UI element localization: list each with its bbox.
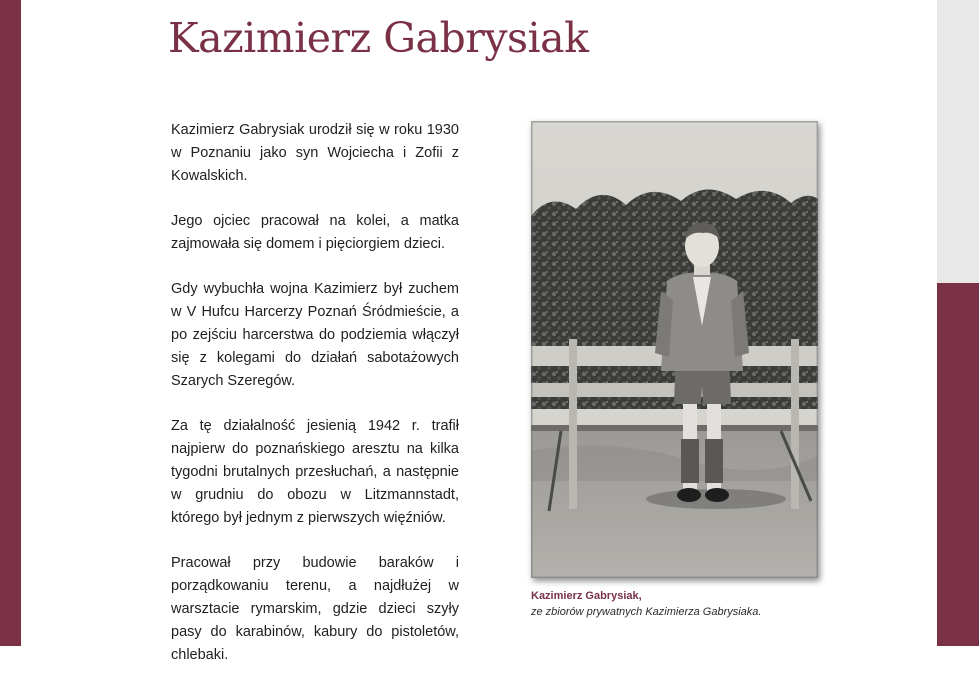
paragraph-5: Pracował przy budowie baraków i porządkowaniu terenu, a najdłużej w warsztacie rymarskim, gdzie dzieci szyły pasy do karabinów, kabury do pistoletów, chlebaki.	[171, 555, 459, 663]
page-title: Kazimierz Gabrysiak	[168, 14, 589, 62]
right-accent-bar	[937, 283, 979, 646]
left-accent-bar	[0, 0, 21, 646]
caption-source: ze zbiorów prywatnych Kazimierza Gabrysiaka.	[531, 606, 762, 618]
photo-caption	[531, 588, 831, 620]
right-gray-panel	[937, 0, 979, 283]
paragraph-2: Jego ojciec pracował na kolei, a matka zajmowała się domem i pięciorgiem dzieci.	[171, 213, 459, 252]
photo-illustration	[531, 121, 818, 578]
biography-text	[171, 119, 459, 689]
paragraph-1: Kazimierz Gabrysiak urodził się w roku 1930 w Poznaniu jako syn Wojciecha i Zofii z Kowalskich.	[171, 122, 459, 184]
caption-name: Kazimierz Gabrysiak,	[531, 590, 642, 602]
paragraph-3: Gdy wybuchła wojna Kazimierz był zuchem w V Hufcu Harcerzy Poznań Śródmieście, a po zejściu harcerstwa do podziemia włączył się z kolegami do działań sabotażowych Szarych Szeregów.	[171, 281, 459, 389]
portrait-photo	[531, 121, 818, 578]
paragraph-4: Za tę działalność jesienią 1942 r. trafił najpierw do poznańskiego aresztu na kilka tygodni brutalnych przesłuchań, a następnie w grudniu do obozu w Litzmannstadt, którego był jednym z pierwszych więźniów.	[171, 418, 459, 526]
